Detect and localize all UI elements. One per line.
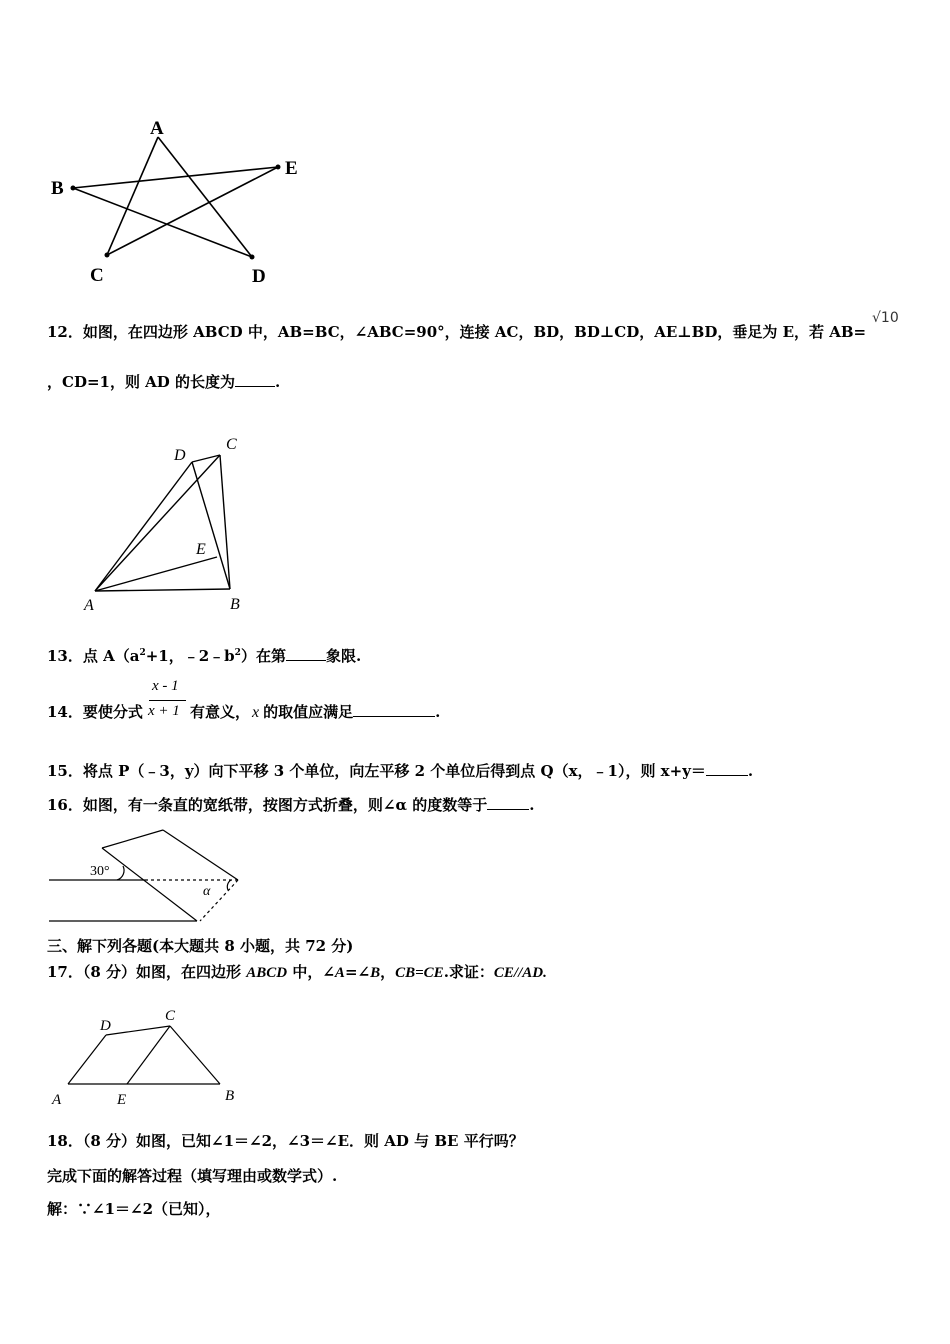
q17-comma: ，: [380, 963, 396, 981]
label-b: B: [51, 178, 64, 199]
q14-pre: 14．要使分式: [47, 703, 143, 721]
q13-sup2: 2: [234, 648, 241, 658]
q13-mid: +1，﹣2﹣b: [145, 647, 235, 665]
q17-concl: CE//AD.: [493, 965, 547, 981]
label-d: D: [174, 447, 186, 464]
q14-end: .: [435, 703, 441, 721]
label-b: B: [225, 1088, 235, 1104]
alpha-label: α: [203, 884, 211, 899]
q15-text: 15．将点 P（﹣3，y）向下平移 3 个单位，向左平移 2 个单位后得到点 Q（x，﹣1），则 x+y＝: [47, 762, 706, 780]
label-a: A: [52, 1092, 62, 1108]
label-e: E: [196, 541, 206, 558]
answer-blank[interactable]: [706, 761, 748, 776]
q17: [47, 962, 547, 983]
answer-blank[interactable]: [235, 372, 275, 387]
q17-cb: CB=CE: [395, 965, 444, 981]
fraction-numerator: x - 1: [152, 678, 179, 694]
quadrilateral-figure-12: [75, 430, 275, 620]
fraction-denominator: x + 1: [148, 703, 180, 719]
q18-line3: 解：∵∠1＝∠2（已知），: [47, 1200, 221, 1218]
q14-line: [190, 702, 440, 723]
q12-line2: [47, 372, 280, 392]
q15: [47, 761, 753, 781]
q14-mid: 有意义，: [190, 703, 251, 721]
q17-mid: 中，∠: [287, 963, 335, 981]
q17-proof: .求证：: [443, 963, 494, 981]
label-b: B: [230, 596, 240, 613]
q16: [47, 795, 534, 815]
label-a: A: [84, 597, 94, 614]
q15-end: .: [747, 762, 754, 780]
q16-end: .: [529, 796, 535, 814]
answer-blank[interactable]: [286, 646, 326, 661]
q14-post: 的取值应满足: [263, 703, 354, 721]
q12-text-2: ，CD=1，则 AD 的长度为: [47, 373, 236, 391]
q12-end: .: [275, 373, 281, 391]
q13-sup1: 2: [139, 648, 146, 658]
label-e: E: [117, 1092, 127, 1108]
q13: [47, 643, 361, 666]
q13-tail: 象限.: [325, 647, 362, 665]
star-figure: [40, 115, 320, 295]
q16-text: 16．如图，有一条直的宽纸带，按图方式折叠，则∠α 的度数等于: [47, 796, 488, 814]
q17-a: A: [334, 965, 345, 981]
q18-line2: 完成下面的解答过程（填写理由或数学式）.: [47, 1167, 338, 1185]
q13-post: ）在第: [240, 647, 286, 665]
label-c: C: [90, 265, 104, 286]
q17-eq: =∠: [344, 963, 371, 981]
answer-blank[interactable]: [353, 702, 435, 717]
label-e: E: [285, 158, 298, 179]
answer-blank[interactable]: [487, 795, 529, 810]
label-d: D: [100, 1018, 111, 1034]
q13-pre: 13．点 A（a: [47, 647, 140, 665]
q12-line1: [47, 322, 866, 342]
label-c: C: [226, 436, 237, 453]
label-c: C: [165, 1008, 176, 1024]
q17-abcd: ABCD: [246, 965, 288, 981]
quadrilateral-figure-17: [45, 1002, 245, 1112]
q17-pre: 17．（8 分）如图，在四边形: [47, 963, 247, 981]
q12-text: 12．如图，在四边形 ABCD 中，AB=BC，∠ABC=90°，连接 AC，BD，BD⊥CD，AE⊥BD，垂足为 E，若 AB=: [47, 323, 867, 341]
label-a: A: [150, 118, 164, 139]
sqrt-ten: √10: [872, 310, 899, 326]
q14-var: x: [252, 704, 260, 721]
q17-b: B: [370, 965, 381, 981]
fraction-bar: [149, 700, 186, 701]
label-d: D: [252, 266, 266, 287]
section-3-header: 三、解下列各题(本大题共 8 小题，共 72 分): [47, 937, 354, 955]
paper-strip-figure: [45, 828, 255, 928]
angle-30-label: 30°: [90, 864, 110, 879]
q18-line1: 18．（8 分）如图，已知∠1＝∠2，∠3＝∠E．则 AD 与 BE 平行吗？: [47, 1132, 524, 1150]
